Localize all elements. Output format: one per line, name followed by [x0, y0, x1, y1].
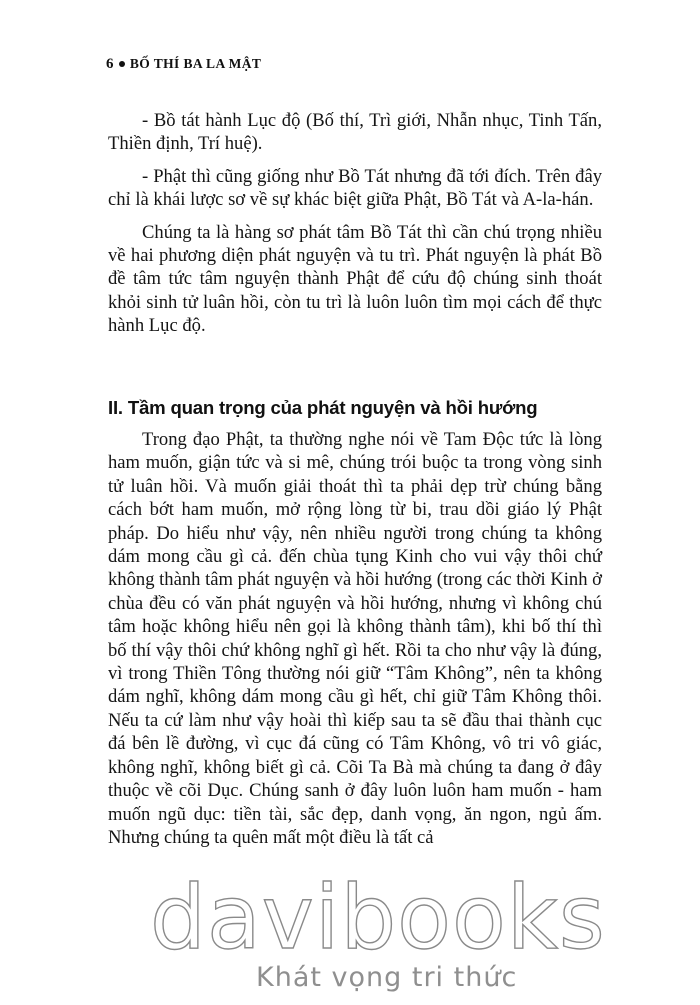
watermark-tagline: Khát vọng tri thức: [256, 962, 518, 993]
paragraph-buddha: - Phật thì cũng giống như Bồ Tát nhưng đã tới đích. Trên đây chỉ là khái lược sơ về sự khác biệt giữa Phật, Bồ Tát và A-la-hán.: [108, 165, 602, 211]
section-heading: II. Tầm quan trọng của phát nguyện và hồi hướng: [108, 397, 538, 418]
page-number: 6: [106, 56, 114, 72]
book-title: BỐ THÍ BA LA MẬT: [129, 56, 262, 71]
watermark-logo: davibooks: [150, 866, 606, 969]
section-1-text: [108, 109, 602, 338]
paragraph-beginner: Chúng ta là hàng sơ phát tâm Bồ Tát thì cần chú trọng nhiều về hai phương diện phát nguyện và tu trì. Phát nguyện là phát Bồ đề tâm tức tâm nguyện thành Phật để cứu độ chúng sinh thoát khỏi sinh tử luân hồi, còn tu trì là luôn luôn tìm mọi cách để thực hành Lục độ.: [108, 221, 602, 337]
running-header: [106, 56, 261, 73]
bullet-dot-icon: [119, 61, 125, 67]
paragraph-three-poisons: Trong đạo Phật, ta thường nghe nói về Tam Độc tức là lòng ham muốn, giận tức và si mê, chúng trói buộc ta trong vòng sinh tử luân hồi. Và muốn giải thoát thì ta phải dẹp trừ chúng bằng cách bớt ham muốn, mở rộng lòng từ bi, trau dồi giáo lý Phật pháp. Do hiểu như vậy, nên nhiều người trong chúng ta không dám mong cầu gì cả. đến chùa tụng Kinh cho vui vậy thôi chứ không thành tâm phát nguyện và hồi hướng (trong các thời Kinh ở chùa đều có văn phát nguyện và hồi hướng, nhưng vì không chú tâm hoặc không hiểu nên gọi là không thành tâm), khi bố thí thì bố thí vậy thôi chứ không nghĩ gì hết. Rồi ta cho như vậy là đúng, vì trong Thiền Tông thường nói giữ “Tâm Không”, nên ta không dám nghĩ, không dám mong cầu gì hết, chỉ giữ Tâm Không thôi. Nếu ta cứ làm như vậy hoài thì kiếp sau ta sẽ đầu thai thành cục đá bên lề đường, vì cục đá cũng có Tâm Không, vô tri vô giác, không nghĩ, không biết gì cả. Cõi Ta Bà mà chúng ta đang ở đây thuộc về cõi Dục. Chúng sanh ở đây luôn luôn ham muốn - ham muốn ngũ dục: tiền tài, sắc đẹp, danh vọng, ăn ngon, ngủ ấm. Nhưng chúng ta quên mất một điều là tất cả: [108, 429, 602, 848]
paragraph-bodhisattva: - Bồ tát hành Lục độ (Bố thí, Trì giới, Nhẫn nhục, Tinh Tấn, Thiền định, Trí huệ).: [108, 110, 602, 155]
section-2-text: [108, 428, 602, 849]
